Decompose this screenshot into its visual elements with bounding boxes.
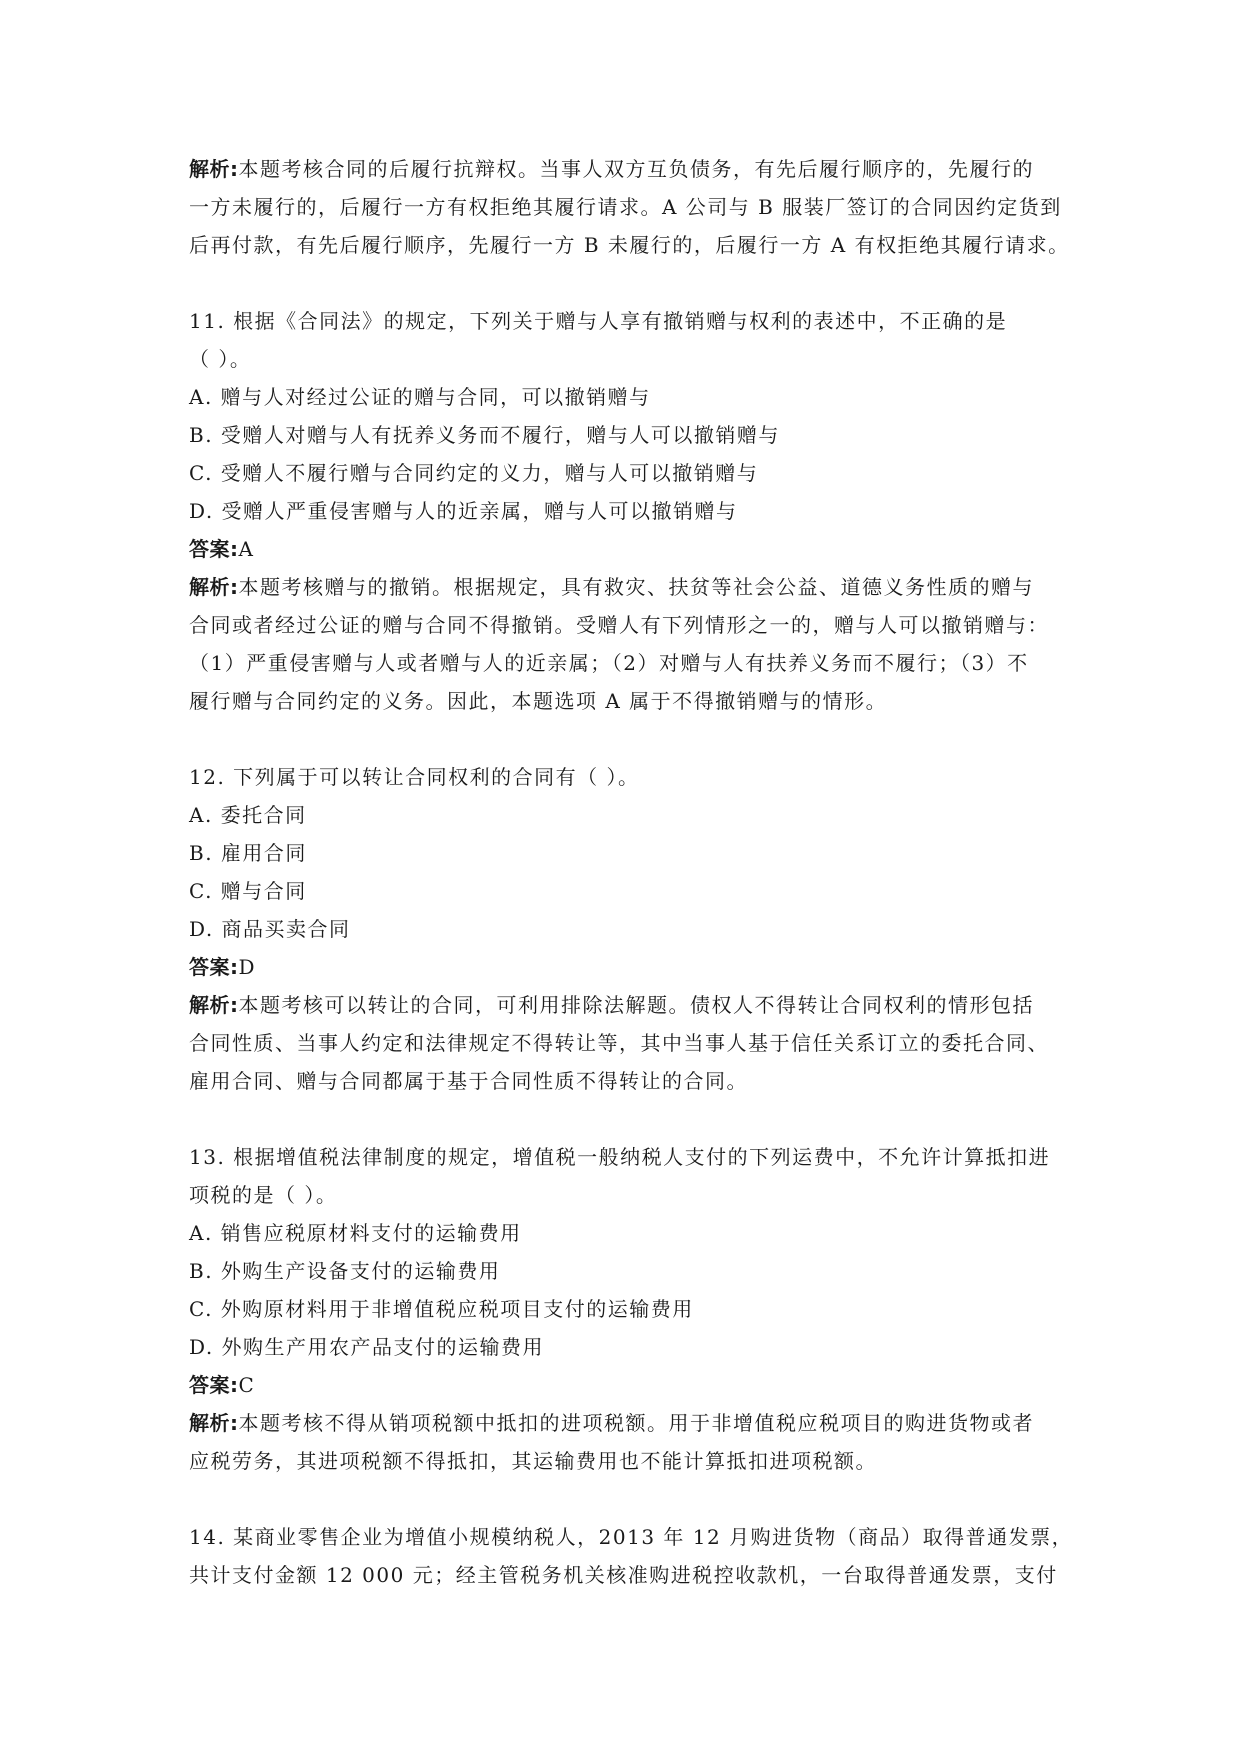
question-stem: 14. 某商业零售企业为增值小规模纳税人，2013 年 12 月购进货物（商品）取得普通发票， <box>189 1525 1074 1549</box>
analysis-label: 解析: <box>189 157 239 181</box>
question-stem: 12. 下列属于可以转让合同权利的合同有（ ）。 <box>189 765 640 789</box>
analysis-text: 本题考核可以转让的合同，可利用排除法解题。债权人不得转让合同权利的情形包括 <box>238 993 1034 1017</box>
question-13 <box>189 1138 1062 1480</box>
option-a: A. 销售应税原材料支付的运输费用 <box>189 1221 522 1245</box>
analysis-line: 合同或者经过公证的赠与合同不得撤销。受赠人有下列情形之一的，赠与人可以撤销赠与： <box>189 613 1049 637</box>
answer-label: 答案: <box>189 1373 239 1397</box>
analysis-line: （1）严重侵害赠与人或者赠与人的近亲属；（2）对赠与人有扶养义务而不履行；（3）不 <box>189 651 1029 675</box>
analysis-text: 本题考核不得从销项税额中抵扣的进项税额。用于非增值税应税项目的购进货物或者 <box>238 1411 1034 1435</box>
option-c: C. 赠与合同 <box>189 879 307 903</box>
analysis-line: 雇用合同、赠与合同都属于基于合同性质不得转让的合同。 <box>189 1069 748 1093</box>
option-b: B. 外购生产设备支付的运输费用 <box>189 1259 501 1283</box>
answer-label: 答案: <box>189 537 239 561</box>
analysis-line <box>189 150 1062 188</box>
question-12 <box>189 758 1062 1100</box>
analysis-label: 解析: <box>189 1411 239 1435</box>
spacer <box>189 720 1062 758</box>
answer-line <box>189 530 1062 568</box>
answer-line <box>189 948 1062 986</box>
analysis-line <box>189 568 1062 606</box>
answer-label: 答案: <box>189 955 239 979</box>
question-11 <box>189 302 1062 720</box>
analysis-line: 后再付款，有先后履行顺序，先履行一方 B 未履行的，后履行一方 A 有权拒绝其履行请求。 <box>189 233 1070 257</box>
analysis-line <box>189 986 1062 1024</box>
option-c: C. 受赠人不履行赠与合同约定的义力，赠与人可以撤销赠与 <box>189 461 759 485</box>
analysis-text: 本题考核赠与的撤销。根据规定，具有救灾、扶贫等社会公益、道德义务性质的赠与 <box>238 575 1034 599</box>
spacer <box>189 1100 1062 1138</box>
option-d: D. 外购生产用农产品支付的运输费用 <box>189 1335 545 1359</box>
analysis-label: 解析: <box>189 993 239 1017</box>
option-b: B. 受赠人对赠与人有抚养义务而不履行，赠与人可以撤销赠与 <box>189 423 780 447</box>
question-stem: （ ）。 <box>189 347 252 371</box>
spacer <box>189 1480 1062 1518</box>
question-stem: 11. 根据《合同法》的规定，下列关于赠与人享有撤销赠与权利的表述中，不正确的是 <box>189 309 1008 333</box>
option-c: C. 外购原材料用于非增值税应税项目支付的运输费用 <box>189 1297 694 1321</box>
analysis-line: 应税劳务，其进项税额不得抵扣，其运输费用也不能计算抵扣进项税额。 <box>189 1449 877 1473</box>
answer-line <box>189 1366 1062 1404</box>
spacer <box>189 264 1062 302</box>
question-14 <box>189 1518 1074 1594</box>
option-d: D. 商品买卖合同 <box>189 917 351 941</box>
analysis-line: 履行赠与合同约定的义务。因此，本题选项 A 属于不得撤销赠与的情形。 <box>189 689 888 713</box>
answer-value: A <box>238 537 255 561</box>
analysis-line: 一方未履行的，后履行一方有权拒绝其履行请求。A 公司与 B 服装厂签订的合同因约定货到 <box>189 195 1062 219</box>
q10-analysis <box>189 150 1070 264</box>
option-a: A. 委托合同 <box>189 803 307 827</box>
answer-value: C <box>238 1373 256 1397</box>
answer-value: D <box>238 955 257 979</box>
document-body <box>189 150 1074 1594</box>
analysis-label: 解析: <box>189 575 239 599</box>
option-b: B. 雇用合同 <box>189 841 307 865</box>
analysis-line: 合同性质、当事人约定和法律规定不得转让等，其中当事人基于信任关系订立的委托合同、 <box>189 1031 1049 1055</box>
option-a: A. 赠与人对经过公证的赠与合同，可以撤销赠与 <box>189 385 651 409</box>
question-stem: 项税的是（ ）。 <box>189 1183 338 1207</box>
option-d: D. 受赠人严重侵害赠与人的近亲属，赠与人可以撤销赠与 <box>189 499 738 523</box>
question-stem: 共计支付金额 12 000 元；经主管税务机关核准购进税控收款机，一台取得普通发票，支付 <box>189 1563 1058 1587</box>
analysis-text: 本题考核合同的后履行抗辩权。当事人双方互负债务，有先后履行顺序的，先履行的 <box>238 157 1034 181</box>
question-stem: 13. 根据增值税法律制度的规定，增值税一般纳税人支付的下列运费中，不允许计算抵扣进 <box>189 1145 1051 1169</box>
analysis-line <box>189 1404 1062 1442</box>
